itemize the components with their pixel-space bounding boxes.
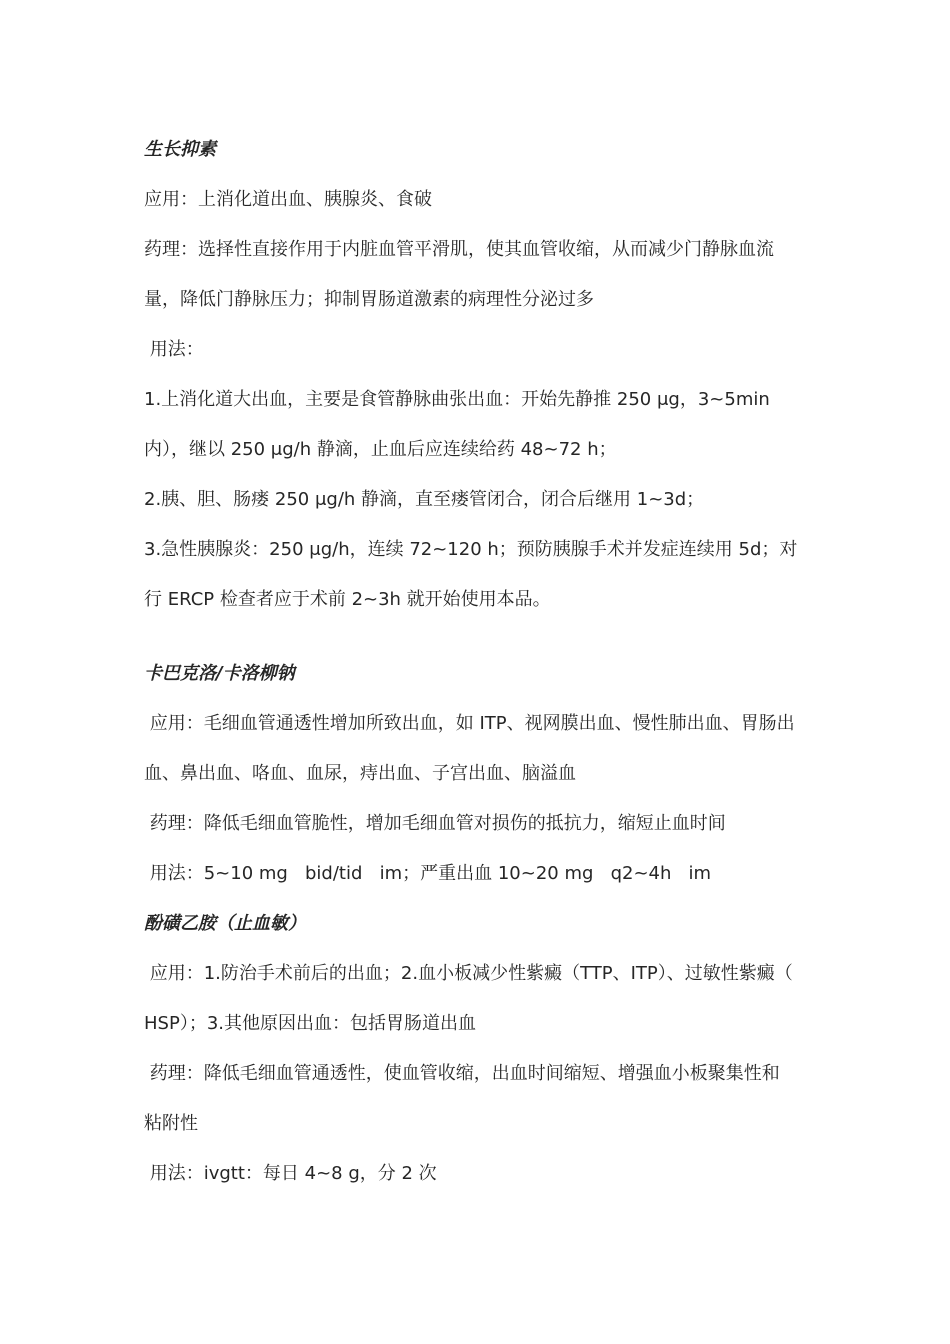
paragraph-line: 药理：降低毛细血管脆性，增加毛细血管对损伤的抵抗力，缩短止血时间 (144, 813, 726, 834)
paragraph-line: 内），继以 250 μg/h 静滴，止血后应连续给药 48~72 h； (144, 439, 617, 460)
paragraph-line: 应用：上消化道出血、胰腺炎、食破 (144, 189, 432, 210)
paragraph-line: 3.急性胰腺炎：250 μg/h，连续 72~120 h；预防胰腺手术并发症连续用 5d；对 (144, 539, 798, 560)
paragraph-line: 血、鼻出血、咯血、血尿，痔出血、子宫出血、脑溢血 (144, 763, 576, 784)
section-title-etamsylate: 酚磺乙胺（止血敏） (144, 913, 306, 934)
paragraph-line: 用法：ivgtt：每日 4~8 g，分 2 次 (144, 1163, 437, 1184)
paragraph-line: 用法： (144, 339, 204, 360)
paragraph-line: 2.胰、胆、肠瘘 250 μg/h 静滴，直至瘘管闭合，闭合后继用 1~3d； (144, 489, 705, 510)
document-page (144, 125, 808, 1199)
section-title-somatostatin: 生长抑素 (144, 139, 216, 160)
paragraph-line: 用法：5~10 mg bid/tid im；严重出血 10~20 mg q2~4h im (144, 863, 712, 884)
paragraph-line: 药理：降低毛细血管通透性，使血管收缩，出血时间缩短、增强血小板聚集性和 (144, 1063, 780, 1084)
paragraph-line: 行 ERCP 检查者应于术前 2~3h 就开始使用本品。 (144, 589, 551, 610)
paragraph-line: HSP）；3.其他原因出血：包括胃肠道出血 (144, 1013, 476, 1034)
paragraph-line: 1.上消化道大出血，主要是食管静脉曲张出血：开始先静推 250 μg，3~5min (144, 389, 770, 410)
paragraph-line: 量，降低门静脉压力；抑制胃肠道激素的病理性分泌过多 (144, 289, 594, 310)
paragraph-line: 药理：选择性直接作用于内脏血管平滑肌，使其血管收缩，从而减少门静脉血流 (144, 239, 774, 260)
paragraph-line: 粘附性 (144, 1113, 198, 1134)
section-title-carbazochrome: 卡巴克洛/卡洛柳钠 (144, 663, 295, 684)
paragraph-line: 应用：毛细血管通透性增加所致出血，如 ITP、视网膜出血、慢性肺出血、胃肠出 (144, 713, 795, 734)
section-gap (144, 625, 808, 649)
paragraph-line: 应用：1.防治手术前后的出血；2.血小板减少性紫癜（TTP、ITP）、过敏性紫癜（ (144, 963, 793, 984)
